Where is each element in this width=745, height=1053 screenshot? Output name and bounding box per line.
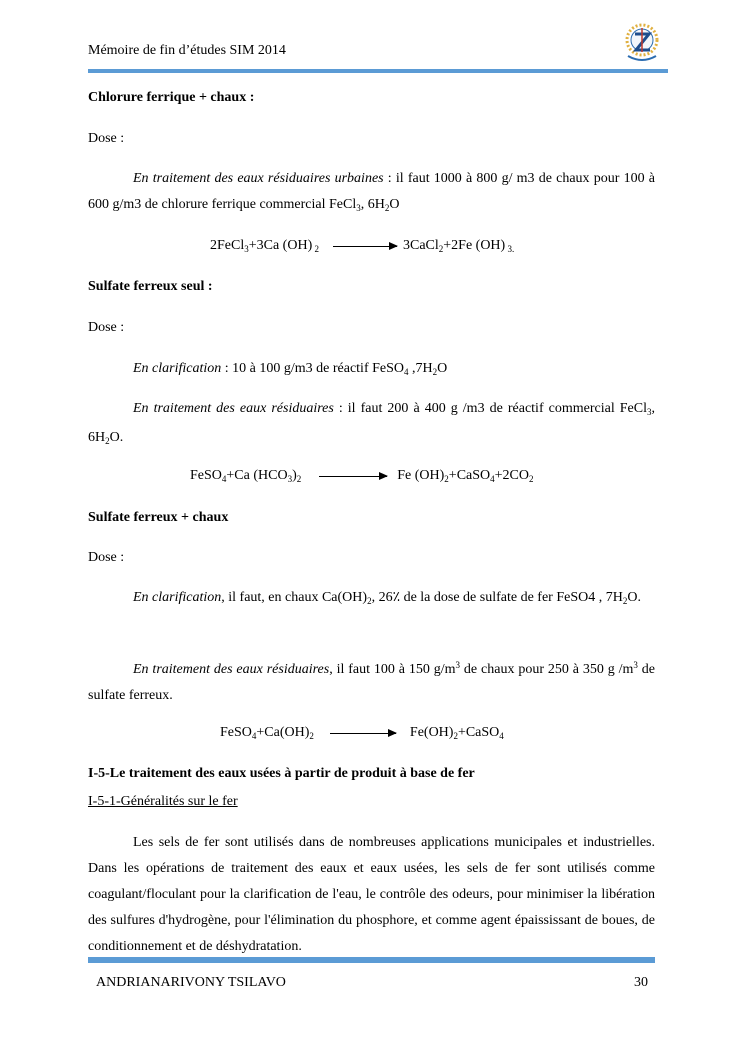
section-heading-sulfate-chaux: Sulfate ferreux + chaux	[88, 510, 229, 525]
reaction-arrow-icon	[319, 476, 387, 477]
eq-left: $FeSO_4+Ca(OH)_2$	[220, 725, 314, 741]
italic-phrase: En clarification	[133, 361, 222, 376]
section-heading-i5: I-5-Le traitement des eaux usées à partir de produit à base de fer	[88, 766, 475, 781]
section-heading-chlorure: Chlorure ferrique + chaux :	[88, 90, 255, 105]
paragraph-clarification: En clarification : 10 à 100 g/m3 de réactif FeSO$_4$ $,7H_2O$	[133, 361, 448, 377]
header-title: Mémoire de fin d’études SIM 2014	[88, 43, 286, 58]
italic-phrase: En traitement des eaux résiduaires urbaines	[133, 171, 384, 186]
subscript: 2	[384, 203, 390, 213]
eq-left: 2FeCl$_3$+3Ca (OH) $_2$	[210, 238, 319, 254]
footer-author: ANDRIANARIVONY TSILAVO	[96, 975, 286, 990]
reaction-arrow-icon	[333, 246, 397, 247]
text: O	[389, 197, 400, 212]
equation-sulfate-chaux	[220, 725, 504, 741]
equation-chlorure	[210, 238, 514, 254]
paragraph-residuaires-1: En traitement des eaux résiduaires : il faut 200 à 400 g /m3 de réactif commercial FeCl$_3$, $6H_2O$.	[88, 401, 655, 446]
text: , 6H	[360, 197, 385, 212]
italic-phrase: En traitement des eaux résiduaires	[133, 401, 334, 416]
paragraph-residuaires-2: En traitement des eaux résiduaires, il faut 100 à 150 $g/m^3$ de chaux pour 250 à 350 g $/m^3$ de sulfate ferreux.	[88, 660, 656, 703]
dose-label-2: Dose :	[88, 320, 125, 335]
text: : il faut 1000 à 800 g/ m3 de chaux pour 100 à 600 g/m3 de chlorure ferrique commercial FeCl	[88, 171, 655, 212]
dose-label-3: Dose :	[88, 550, 125, 565]
reaction-arrow-icon	[330, 733, 396, 734]
paragraph-generalites: Les sels de fer sont utilisés dans de nombreuses applications municipales et industrielles. Dans les opérations de traitement des eaux et eaux usées, les sels de fer sont utilisés comme coagulant/floculant pour la clarification de l'eau, le contrôle des odeurs, pour minimiser la libération des sulfures d'hydrogène, pour l'élimination du phosphore, et comme agent épaississant de boues, de conditionnement et de déshydratation.	[88, 835, 655, 954]
paragraph-clarification-chaux: En clarification, il faut, en chaux $Ca(OH)_2$, 26٪ de la dose de sulfate de fer FeSO4 , $7H_2O$.	[133, 590, 641, 606]
equation-sulfate-seul	[190, 468, 533, 484]
subscript: 3	[356, 203, 361, 213]
footer-rule	[88, 957, 655, 963]
eq-right: Fe $(OH)_2+CaSO_4+2CO_2$	[397, 468, 534, 484]
section-heading-sulfate-seul: Sulfate ferreux seul :	[88, 279, 213, 294]
page-number: 30	[634, 975, 648, 990]
subsection-heading-i51: I-5-1-Généralités sur le fer	[88, 794, 238, 809]
italic-phrase: En clarification	[133, 590, 222, 605]
eq-left: FeSO$_4$+Ca $(HCO_3)_2$	[190, 468, 302, 484]
italic-phrase: En traitement des eaux résiduaires	[133, 662, 330, 677]
dose-label-1: Dose :	[88, 131, 125, 146]
paragraph-chlorure-dose	[88, 166, 655, 221]
eq-right: $Fe(OH)_2+CaSO_4$	[409, 725, 504, 741]
header-rule	[88, 69, 668, 73]
eq-right: 3CaCl$_2$+2Fe (OH) $_{3.}$	[402, 238, 515, 254]
university-logo	[620, 20, 664, 66]
